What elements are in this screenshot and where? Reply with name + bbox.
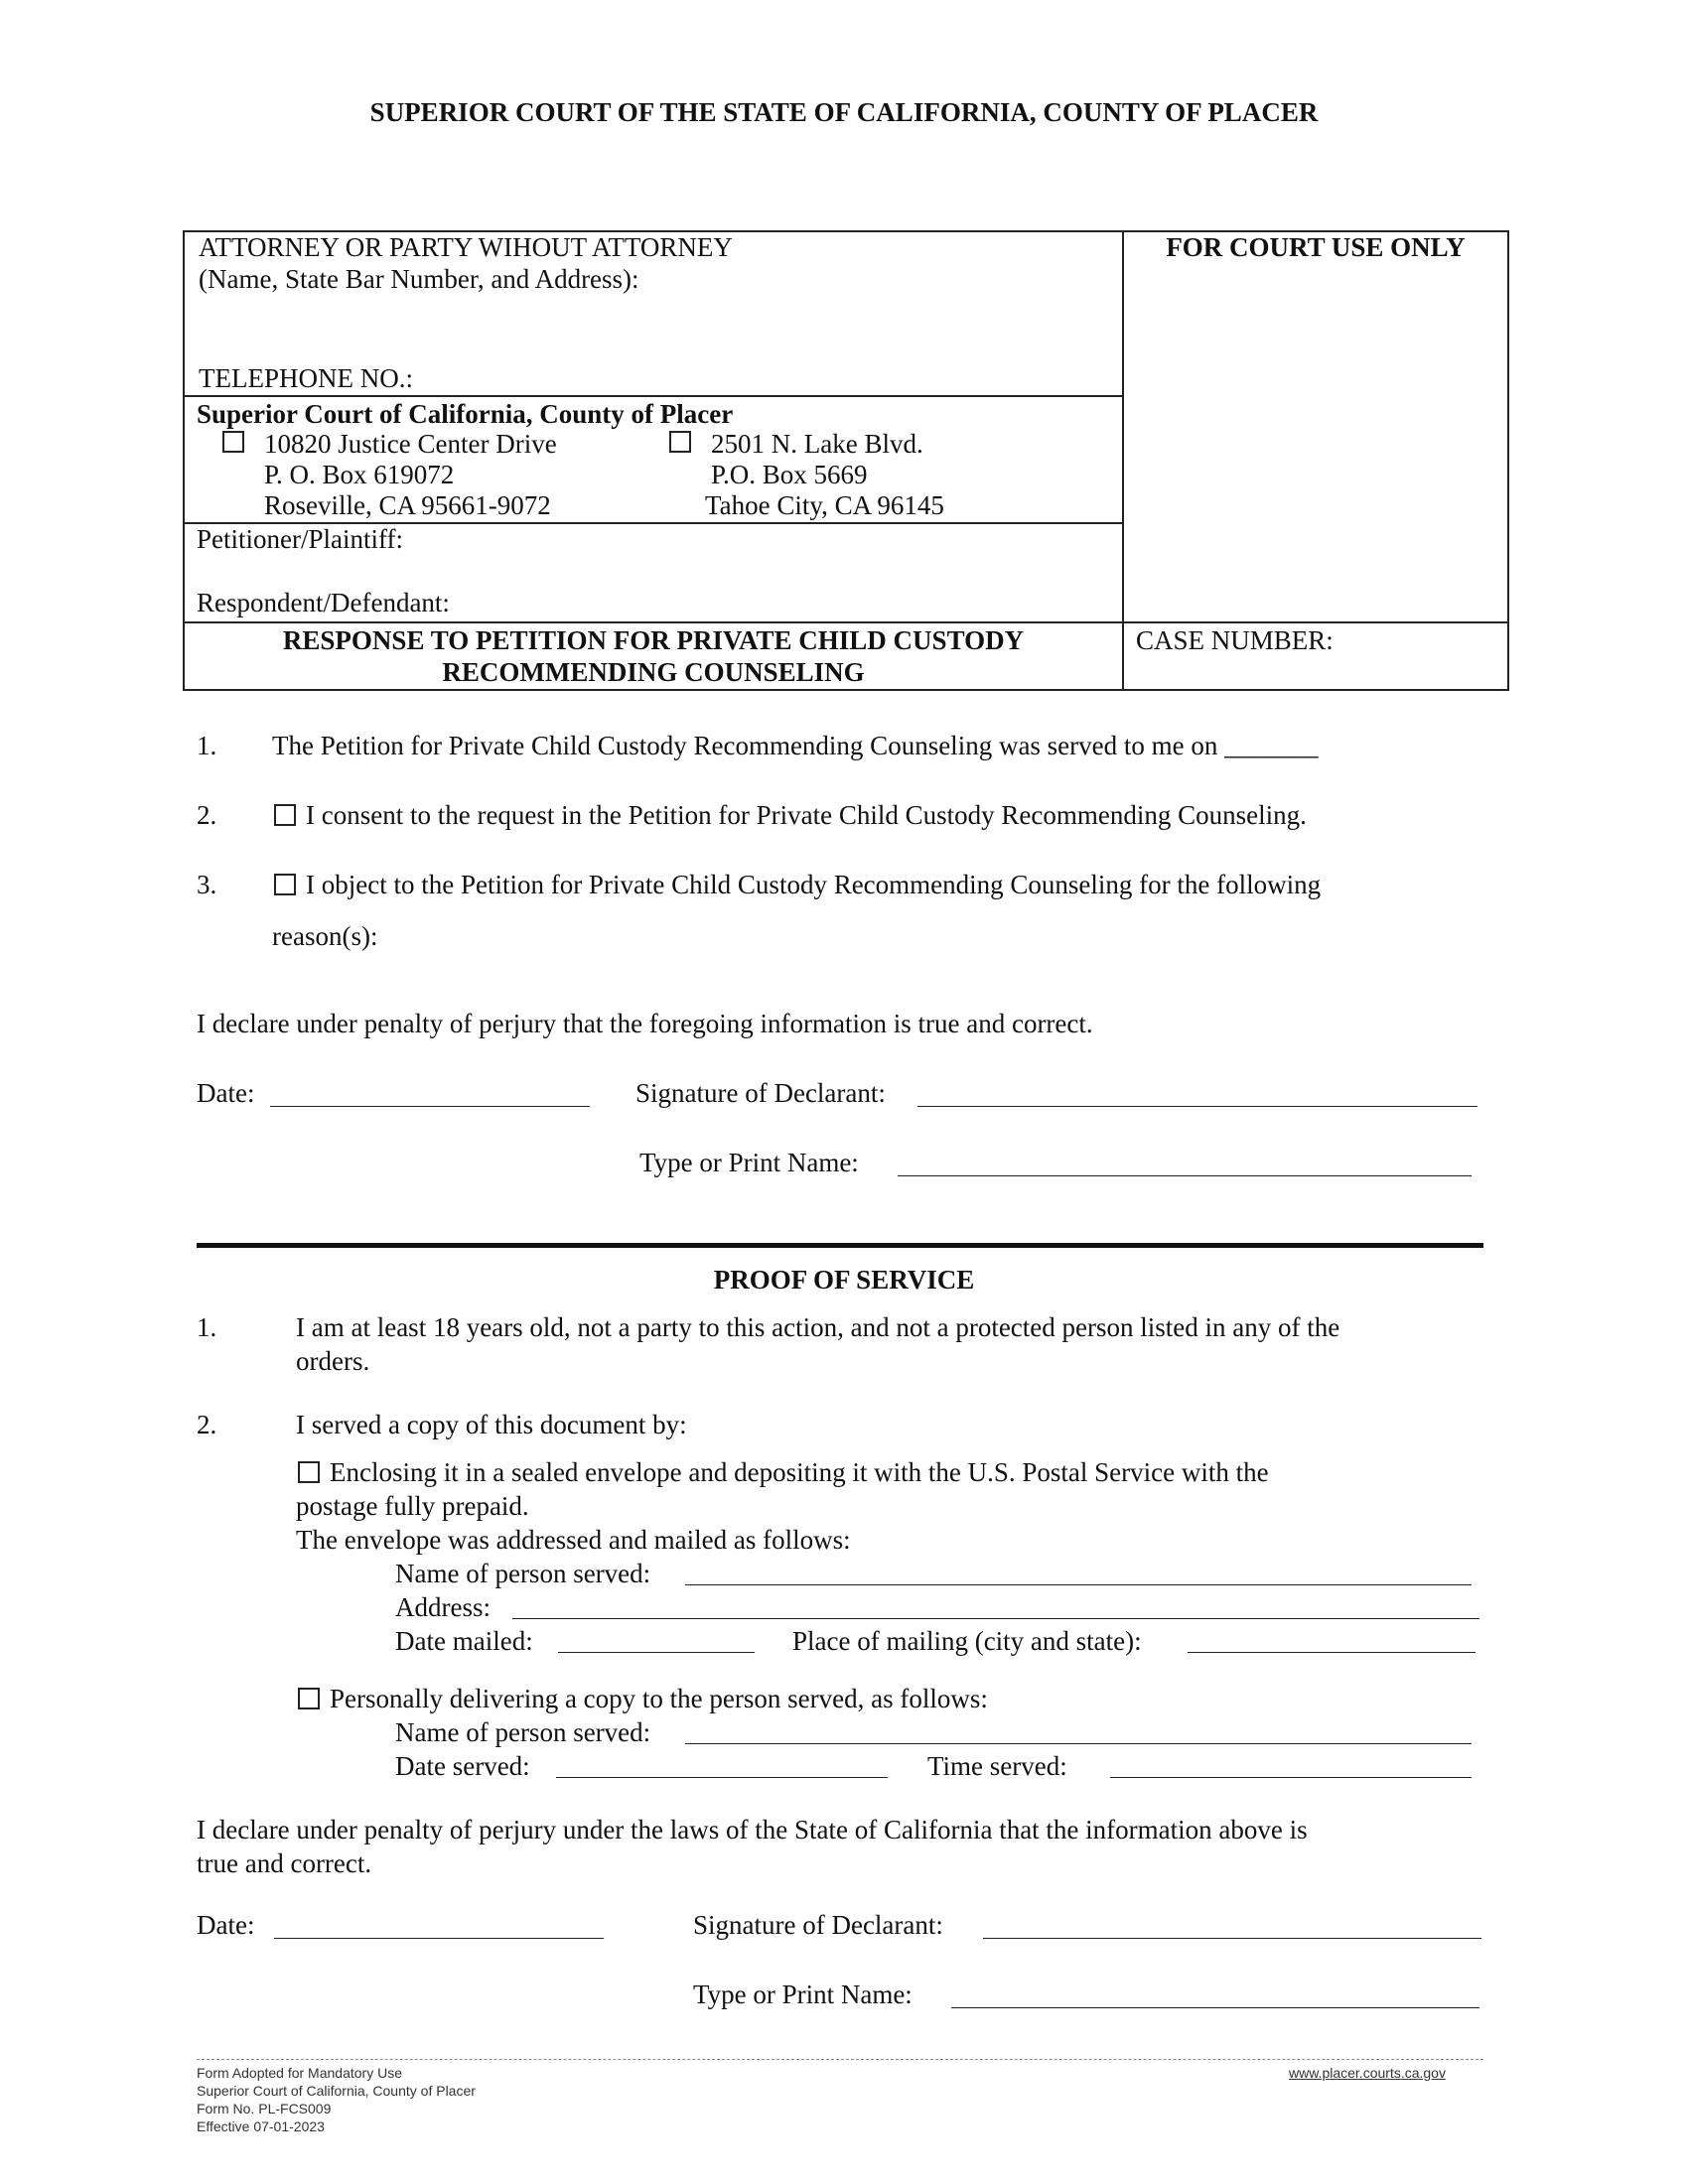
personal-option: Personally delivering a copy to the person served, as follows: xyxy=(330,1684,988,1713)
proof-item-1-number: 1. xyxy=(197,1312,217,1342)
date-served-label: Date served: xyxy=(395,1751,530,1781)
court-use-label: FOR COURT USE ONLY xyxy=(1166,232,1466,262)
response-print-name-label: Type or Print Name: xyxy=(639,1148,859,1177)
case-number-label: CASE NUMBER: xyxy=(1136,625,1334,655)
mail-address-label: Address: xyxy=(395,1592,491,1622)
place-mailing-line[interactable] xyxy=(1188,1652,1476,1653)
proof-date-label: Date: xyxy=(197,1910,255,1940)
court-title: SUPERIOR COURT OF THE STATE OF CALIFORNIA, COUNTY OF PLACER xyxy=(369,97,1319,127)
time-served-line[interactable] xyxy=(1110,1777,1472,1778)
date-mailed-label: Date mailed: xyxy=(395,1626,533,1656)
location-tahoe-checkbox[interactable] xyxy=(669,431,691,453)
location1-street: 10820 Justice Center Drive xyxy=(264,429,557,459)
telephone-field[interactable] xyxy=(417,359,1096,391)
item-1-number: 1. xyxy=(197,731,217,760)
response-date-label: Date: xyxy=(197,1078,255,1108)
response-declaration: I declare under penalty of perjury that the foregoing information is true and correct. xyxy=(197,1009,1093,1038)
item-3-number: 3. xyxy=(197,870,217,899)
item-2-text: I consent to the request in the Petition for Private Child Custody Recommending Counseling. xyxy=(306,800,1307,830)
attorney-label: ATTORNEY OR PARTY WIHOUT ATTORNEY xyxy=(199,232,733,262)
object-checkbox[interactable] xyxy=(274,874,296,895)
location1-city: Roseville, CA 95661-9072 xyxy=(264,490,551,520)
response-signature-label: Signature of Declarant: xyxy=(635,1078,886,1108)
response-print-name-line[interactable] xyxy=(898,1175,1472,1176)
proof-title: PROOF OF SERVICE xyxy=(713,1265,975,1295)
location1-box: P. O. Box 619072 xyxy=(264,460,455,489)
petitioner-label: Petitioner/Plaintiff: xyxy=(197,524,403,554)
proof-signature-label: Signature of Declarant: xyxy=(693,1910,943,1940)
response-signature-line[interactable] xyxy=(917,1106,1477,1107)
personal-service-checkbox[interactable] xyxy=(298,1688,320,1709)
item-1-text: The Petition for Private Child Custody Recommending Counseling was served to me on _______ xyxy=(272,731,1319,760)
item-3-text: I object to the Petition for Private Child Custody Recommending Counseling for the following xyxy=(306,870,1322,899)
mail-option-line2: postage fully prepaid. xyxy=(296,1491,529,1521)
mail-name-served-label: Name of person served: xyxy=(395,1559,651,1588)
attorney-field[interactable] xyxy=(199,304,1096,336)
footer-line3: Form No. PL-FCS009 xyxy=(197,2101,332,2116)
proof-declaration-line1: I declare under penalty of perjury under the laws of the State of California that the information above is xyxy=(197,1815,1308,1844)
location2-city: Tahoe City, CA 96145 xyxy=(705,490,944,520)
item-2-number: 2. xyxy=(197,800,217,830)
footer-website-link[interactable]: www.placer.courts.ca.gov xyxy=(1289,2065,1446,2081)
personal-name-served-line[interactable] xyxy=(685,1743,1472,1744)
attorney-sublabel: (Name, State Bar Number, and Address): xyxy=(199,264,639,294)
location-roseville-checkbox[interactable] xyxy=(222,431,244,453)
respondent-field[interactable] xyxy=(457,586,1096,617)
mail-intro: The envelope was addressed and mailed as follows: xyxy=(296,1525,851,1555)
location2-street: 2501 N. Lake Blvd. xyxy=(711,429,923,459)
proof-item-2-text: I served a copy of this document by: xyxy=(296,1410,687,1439)
footer-line4: Effective 07-01-2023 xyxy=(197,2118,325,2134)
proof-item-1-line1: I am at least 18 years old, not a party to this action, and not a protected person listed in any of the xyxy=(296,1312,1340,1342)
proof-signature-line[interactable] xyxy=(983,1938,1481,1939)
footer-rule xyxy=(197,2059,1483,2060)
mail-option-line1: Enclosing it in a sealed envelope and depositing it with the U.S. Postal Service with the xyxy=(330,1457,1269,1487)
petitioner-field[interactable] xyxy=(417,522,1096,554)
personal-name-served-label: Name of person served: xyxy=(395,1717,651,1747)
date-served-line[interactable] xyxy=(556,1777,888,1778)
location2-box: P.O. Box 5669 xyxy=(711,460,868,489)
proof-date-line[interactable] xyxy=(274,1938,604,1939)
item-3-text-cont: reason(s): xyxy=(272,921,378,951)
proof-item-2-number: 2. xyxy=(197,1410,217,1439)
form-title-line1: RESPONSE TO PETITION FOR PRIVATE CHILD CUSTODY xyxy=(282,625,1025,655)
respondent-label: Respondent/Defendant: xyxy=(197,588,450,617)
proof-declaration-line2: true and correct. xyxy=(197,1848,372,1878)
proof-item-1-line2: orders. xyxy=(296,1346,370,1376)
footer-line2: Superior Court of California, County of Placer xyxy=(197,2083,476,2099)
caption-divider-1 xyxy=(183,395,1124,397)
date-mailed-line[interactable] xyxy=(558,1652,755,1653)
proof-print-name-label: Type or Print Name: xyxy=(693,1979,913,2009)
mail-address-line[interactable] xyxy=(512,1618,1479,1619)
case-number-field[interactable] xyxy=(1136,655,1497,687)
response-date-line[interactable] xyxy=(270,1106,590,1107)
mail-name-served-line[interactable] xyxy=(685,1584,1472,1585)
time-served-label: Time served: xyxy=(927,1751,1067,1781)
footer-line1: Form Adopted for Mandatory Use xyxy=(197,2065,402,2081)
section-separator xyxy=(197,1243,1483,1248)
caption-divider-3 xyxy=(183,621,1509,623)
form-title-line2: RECOMMENDING COUNSELING xyxy=(442,657,865,687)
mail-service-checkbox[interactable] xyxy=(298,1461,320,1483)
proof-print-name-line[interactable] xyxy=(951,2007,1479,2008)
telephone-label: TELEPHONE NO.: xyxy=(199,363,413,393)
consent-checkbox[interactable] xyxy=(274,804,296,826)
place-mailing-label: Place of mailing (city and state): xyxy=(792,1626,1142,1656)
court-name: Superior Court of California, County of Placer xyxy=(197,399,734,429)
